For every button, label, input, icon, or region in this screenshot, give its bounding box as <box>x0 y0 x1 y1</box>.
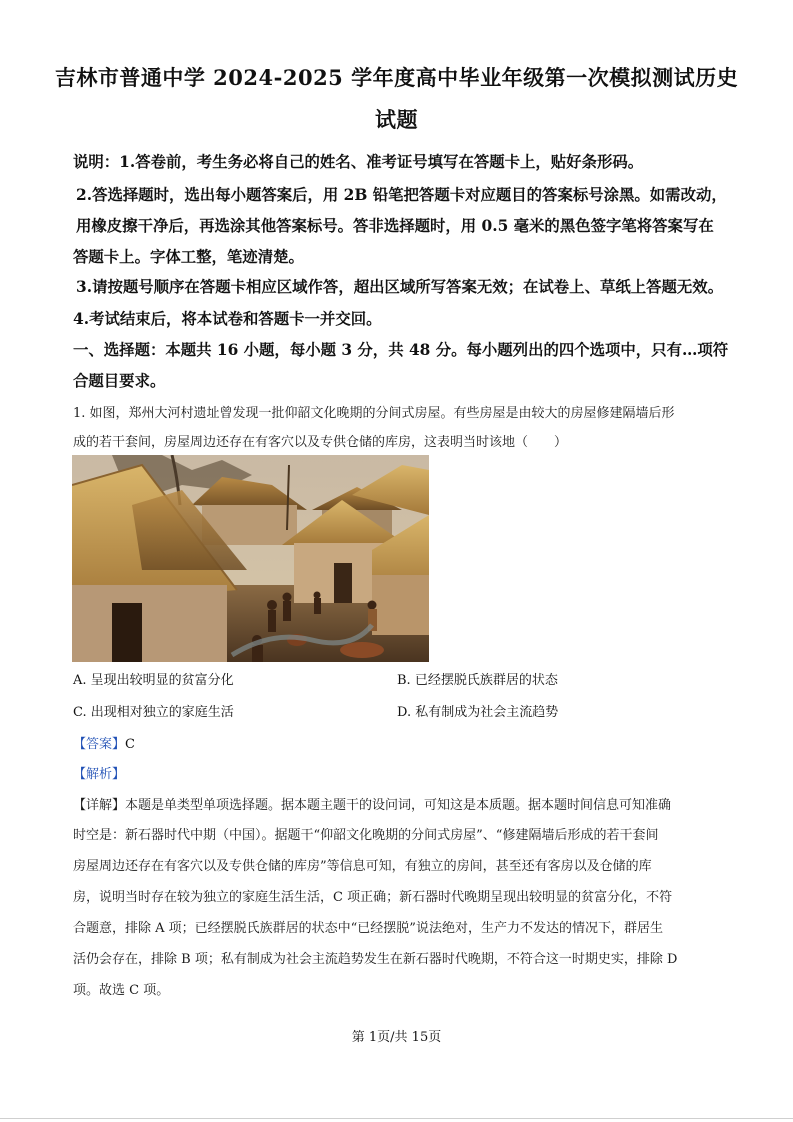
option-b: B. 已经摆脱氏族群居的状态 <box>397 673 558 688</box>
option-d: D. 私有制成为社会主流趋势 <box>397 705 559 720</box>
option-a: A. 呈现出较明显的贫富分化 <box>73 673 234 688</box>
question-stem: 1. 如图，郑州大河村遗址曾发现一批仰韶文化晚期的分间式房屋。有些房屋是由较大的房屋修建隔墙后形 <box>73 406 675 421</box>
detail-line-1: 【详解】本题是单类型单项选择题。据本题主题干的设问词，可知这是本质题。据本题时间信息可知准确 <box>73 798 672 813</box>
instruction-3: 3.请按题号顺序在答题卡相应区域作答，超出区域所写答案无效；在试卷上、草纸上答题无效。 <box>76 278 724 296</box>
instruction-4: 4.考试结束后，将本试卷和答题卡一并交回。 <box>73 310 382 328</box>
detail-line-3: 房屋周边还存在有客穴以及专供仓储的库房”等信息可知，有独立的房间，甚至还有客房以及仓储的库 <box>73 859 652 874</box>
village-illustration <box>72 455 429 662</box>
instruction-1: 说明：1.答卷前，考生务必将自己的姓名、准考证号填写在答题卡上，贴好条形码。 <box>73 153 644 171</box>
bottom-divider <box>0 1118 793 1119</box>
page-title: 吉林市普通中学 2024-2025 学年度高中毕业年级第一次模拟测试历史 <box>54 65 739 90</box>
instruction-2: 2.答选择题时，选出每小题答案后，用 2B 铅笔把答题卡对应题目的答案标号涂黑。如需改动， <box>76 186 727 204</box>
answer-value: C <box>125 737 135 752</box>
detail-line-7: 项。故选 C 项。 <box>73 983 170 998</box>
instruction-2-cont: 用橡皮擦干净后，再选涂其他答案标号。答非选择题时，用 0.5 毫米的黑色签字笔将答案写在 <box>76 217 714 235</box>
option-c: C. 出现相对独立的家庭生活 <box>73 705 234 720</box>
analysis-label: 【解析】 <box>73 767 126 782</box>
answer-line <box>73 733 135 752</box>
detail-line-6: 活仍会存在，排除 B 项；私有制成为社会主流趋势发生在新石器时代晚期，不符合这一时期史实，排除 D <box>73 952 678 967</box>
detail-line-5: 合题意，排除 A 项；已经摆脱氏族群居的状态中“已经摆脱”说法绝对，生产力不发达的情况下，群居生 <box>73 921 663 936</box>
section-heading-cont: 合题目要求。 <box>73 372 166 390</box>
question-stem-cont: 成的若干套间，房屋周边还存在有客穴以及专供仓储的库房，这表明当时该地（ ） <box>73 435 568 450</box>
page-indicator: 第 1页/共 15页 <box>351 1030 442 1045</box>
detail-line-2: 时空是：新石器时代中期（中国）。据题干“仰韶文化晚期的分间式房屋”、“修建隔墙后形成的若干套间 <box>73 828 659 843</box>
section-heading: 一、选择题：本题共 16 小题，每小题 3 分，共 48 分。每小题列出的四个选项中，只有…项符 <box>73 341 729 359</box>
answer-label: 【答案】 <box>73 737 126 752</box>
instruction-2-end: 答题卡上。字体工整，笔迹清楚。 <box>73 248 304 266</box>
detail-line-4: 房，说明当时存在较为独立的家庭生活生活，C 项正确；新石器时代晚期呈现出较明显的贫富分化，不符 <box>73 890 673 905</box>
page-title-continued: 试题 <box>375 107 418 132</box>
